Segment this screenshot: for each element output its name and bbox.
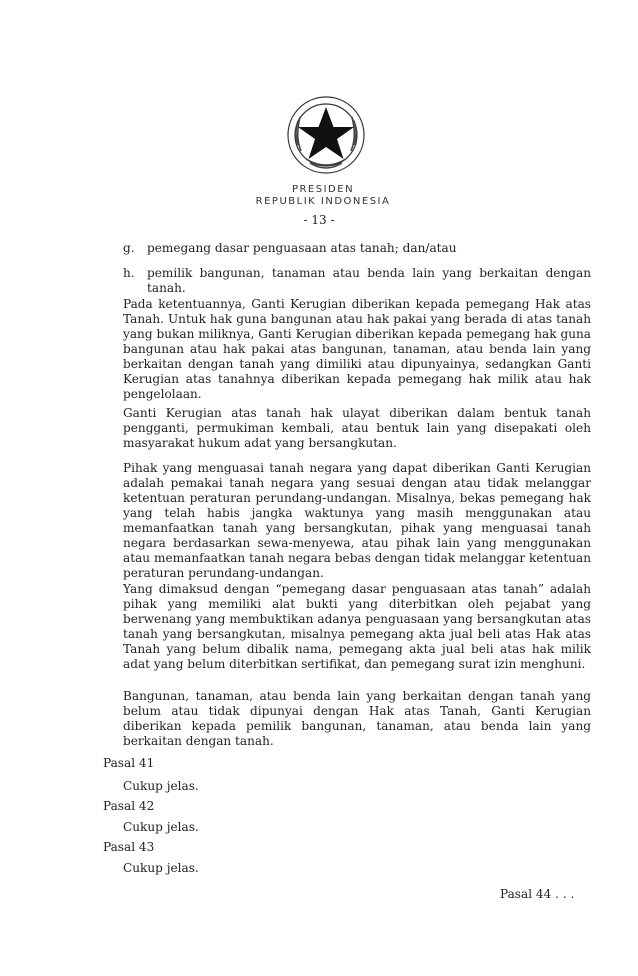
pasal-title: Pasal 43 bbox=[103, 840, 155, 854]
page-number: - 13 - bbox=[303, 213, 335, 227]
next-page-reference: Pasal 44 . . . bbox=[500, 887, 575, 901]
list-item-g bbox=[123, 241, 591, 257]
list-item-h bbox=[123, 266, 591, 296]
pasal-body: Cukup jelas. bbox=[123, 820, 199, 834]
garuda-emblem-icon bbox=[284, 93, 368, 177]
pasal-body: Cukup jelas. bbox=[123, 779, 199, 793]
paragraph: Pada ketentuannya, Ganti Kerugian diberikan kepada pemegang Hak atas Tanah. Untuk hak guna bangunan atau hak pakai yang berada di atas tanah yang bukan miliknya, Ganti Kerugian diberikan kepada pemegang hak guna bangunan atau hak pakai atas bangunan, tanaman, atau benda lain yang berkaitan dengan tanah yang dimiliki atau dipunyainya, sedangkan Ganti Kerugian atas tanahnya diberikan kepada pemegang hak milik atau hak pengelolaan. bbox=[123, 297, 591, 401]
list-item-text: pemilik bangunan, tanaman atau benda lain yang berkaitan dengan tanah. bbox=[147, 266, 591, 295]
list-marker: g. bbox=[123, 241, 135, 255]
pasal-body: Cukup jelas. bbox=[123, 861, 199, 875]
list-item-text: pemegang dasar penguasaan atas tanah; dan/atau bbox=[147, 241, 457, 255]
paragraph: Pihak yang menguasai tanah negara yang dapat diberikan Ganti Kerugian adalah pemakai tanah negara yang sesuai dengan atau tidak melanggar ketentuan peraturan perundang-undangan. Misalnya, bekas pemegang hak yang telah habis jangka waktunya yang masih menggunakan atau memanfaatkan tanah yang bersangkutan, pihak yang menguasai tanah negara berdasarkan sewa-menyewa, atau pihak lain yang menggunakan atau memanfaatkan tanah negara bebas dengan tidak melanggar ketentuan peraturan perundang-undangan. bbox=[123, 461, 591, 580]
header-title: PRESIDEN bbox=[291, 184, 355, 195]
pasal-title: Pasal 41 bbox=[103, 756, 155, 770]
pasal-title: Pasal 42 bbox=[103, 799, 155, 813]
list-marker: h. bbox=[123, 266, 135, 280]
header-subtitle: REPUBLIK INDONESIA bbox=[255, 196, 391, 207]
paragraph: Yang dimaksud dengan “pemegang dasar penguasaan atas tanah” adalah pihak yang memiliki alat bukti yang diterbitkan oleh pejabat yang berwenang yang membuktikan adanya penguasaan yang bersangkutan atas tanah yang bersangkutan, misalnya pemegang akta jual beli atas Hak atas Tanah yang belum dibalik nama, pemegang akta jual beli atas hak milik adat yang belum diterbitkan sertifikat, dan pemegang surat izin menghuni. bbox=[123, 582, 591, 671]
paragraph: Bangunan, tanaman, atau benda lain yang berkaitan dengan tanah yang belum atau tidak dipunyai dengan Hak atas Tanah, Ganti Kerugian diberikan kepada pemilik bangunan, tanaman, atau benda lain yang berkaitan dengan tanah. bbox=[123, 689, 591, 748]
paragraph: Ganti Kerugian atas tanah hak ulayat diberikan dalam bentuk tanah pengganti, permukiman kembali, atau bentuk lain yang disepakati oleh masyarakat hukum adat yang bersangkutan. bbox=[123, 406, 591, 450]
